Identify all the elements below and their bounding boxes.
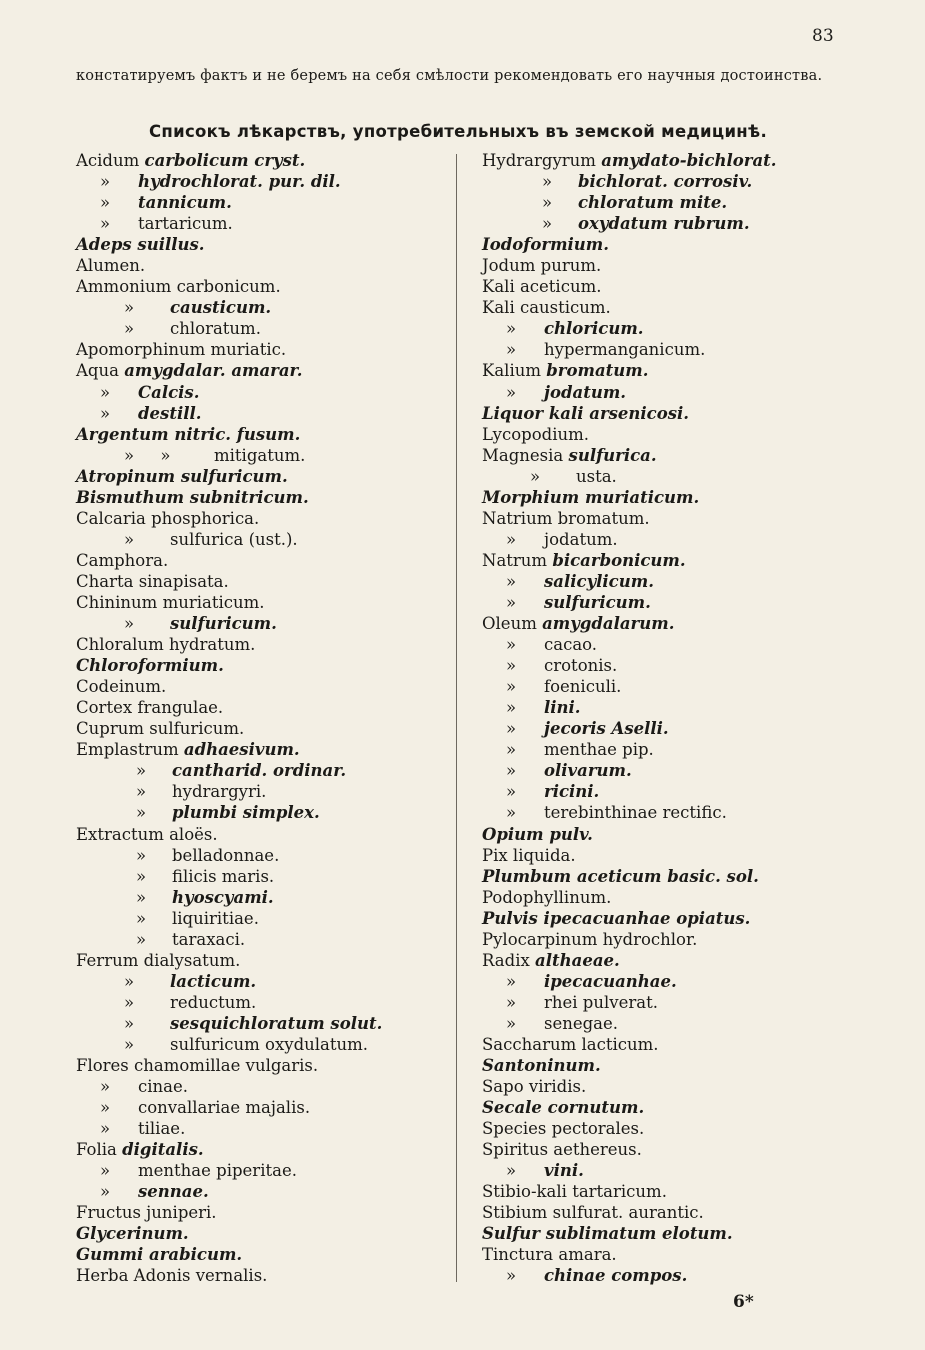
item-text-italic: chloratum mite. xyxy=(578,193,728,213)
ditto-mark: » xyxy=(124,992,135,1012)
item-text: Acidum xyxy=(76,151,140,170)
list-item xyxy=(482,466,852,487)
list-item xyxy=(76,487,451,508)
item-text: Emplastrum xyxy=(76,740,179,760)
list-item xyxy=(482,866,852,887)
ditto-mark: » xyxy=(506,782,517,802)
item-text: Extractum aloës. xyxy=(76,824,218,844)
list-item xyxy=(76,634,451,655)
list-item xyxy=(482,403,852,424)
item-text-italic: hydrochlorat. pur. dil. xyxy=(138,172,341,192)
item-text-italic: causticum. xyxy=(170,298,272,318)
ditto-mark: » xyxy=(542,172,553,192)
item-text: Aqua xyxy=(76,361,119,381)
item-text: Kali aceticum. xyxy=(482,277,602,297)
item-text-italic: sesquichloratum solut. xyxy=(170,1013,383,1033)
list-item xyxy=(76,171,451,192)
list-item xyxy=(482,1097,852,1118)
item-text: Chloralum hydratum. xyxy=(76,635,256,655)
list-item xyxy=(76,1118,451,1139)
list-item xyxy=(76,845,451,866)
ditto-mark: » xyxy=(506,971,517,991)
item-text: Pylocarpinum hydrochlor. xyxy=(482,929,698,949)
ditto-mark: » xyxy=(136,929,147,949)
list-item xyxy=(76,760,451,781)
list-item xyxy=(76,1097,451,1118)
item-text-italic: Iodoformium. xyxy=(482,235,609,255)
item-text: usta. xyxy=(576,466,617,486)
item-text: taraxaci. xyxy=(172,929,246,949)
list-item xyxy=(482,1160,852,1181)
list-item xyxy=(76,676,451,697)
item-text: Pix liquida. xyxy=(482,845,576,865)
list-item xyxy=(76,529,451,550)
list-item xyxy=(76,192,451,213)
item-text: belladonnae. xyxy=(172,845,280,865)
ditto-mark: » xyxy=(100,1077,111,1097)
list-item xyxy=(482,1013,852,1034)
item-text: Codeinum. xyxy=(76,677,167,697)
list-item xyxy=(482,824,852,845)
list-item xyxy=(76,1181,451,1202)
item-text-italic: Liquor kali arsenicosi. xyxy=(482,403,690,423)
item-text: Jodum purum. xyxy=(482,256,602,276)
item-text: tiliae. xyxy=(138,1119,186,1139)
list-item xyxy=(482,634,852,655)
list-item xyxy=(76,802,451,823)
list-item xyxy=(76,950,451,971)
item-text-italic: Opium pulv. xyxy=(482,824,593,844)
item-text: Saccharum lacticum. xyxy=(482,1034,659,1054)
list-item xyxy=(76,781,451,802)
ditto-mark: » xyxy=(136,845,147,865)
item-text: Chininum muriaticum. xyxy=(76,592,265,612)
item-text-italic: Calcis. xyxy=(138,382,200,402)
list-item xyxy=(76,613,451,634)
ditto-mark: » xyxy=(124,1034,135,1054)
item-text-italic: ricini. xyxy=(544,782,600,802)
list-item xyxy=(482,655,852,676)
list-item xyxy=(76,655,451,676)
ditto-mark: » xyxy=(100,1161,111,1181)
list-item xyxy=(76,992,451,1013)
list-item xyxy=(76,571,451,592)
list-item xyxy=(482,950,852,971)
item-text-italic: jodatum. xyxy=(544,382,627,402)
list-item xyxy=(482,234,852,255)
list-item xyxy=(482,718,852,739)
item-text: Folia xyxy=(76,1140,117,1160)
ditto-mark: » xyxy=(506,992,517,1012)
item-text: Natrum xyxy=(482,550,548,570)
ditto-mark: » xyxy=(136,866,147,886)
list-item xyxy=(482,908,852,929)
item-text: liquiritiae. xyxy=(172,908,259,928)
item-text-italic: vini. xyxy=(544,1161,584,1181)
list-item xyxy=(482,318,852,339)
list-item xyxy=(76,424,451,445)
item-text: crotonis. xyxy=(544,656,618,676)
ditto-mark: » xyxy=(506,761,517,781)
ditto-mark: » xyxy=(124,614,135,634)
item-text: Flores chamomillae vulgaris. xyxy=(76,1056,319,1076)
item-text-italic: Atropinum sulfuricum. xyxy=(76,466,288,486)
item-text-italic: hyoscyami. xyxy=(172,887,274,907)
list-item xyxy=(482,1244,852,1265)
list-item xyxy=(482,971,852,992)
ditto-mark: » xyxy=(136,887,147,907)
item-text: Cortex frangulae. xyxy=(76,698,224,718)
ditto-mark: » xyxy=(542,214,553,234)
list-item xyxy=(482,571,852,592)
list-item xyxy=(482,760,852,781)
ditto-mark: » xyxy=(542,193,553,213)
list-item xyxy=(482,297,852,318)
ditto-mark: » xyxy=(506,340,517,360)
item-text-italic: jecoris Aselli. xyxy=(544,719,669,739)
ditto-mark: » xyxy=(506,1161,517,1181)
list-item xyxy=(482,592,852,613)
ditto-mark: » xyxy=(124,319,135,339)
page-number: 83 xyxy=(812,26,834,46)
list-item xyxy=(76,1244,451,1265)
item-text: hydrargyri. xyxy=(172,782,267,802)
list-item xyxy=(76,360,451,381)
ditto-mark: » xyxy=(506,1013,517,1033)
item-text-italic: Argentum nitric. fusum. xyxy=(76,424,301,444)
list-item xyxy=(482,1034,852,1055)
list-item xyxy=(76,234,451,255)
list-item xyxy=(76,255,451,276)
list-item xyxy=(482,508,852,529)
item-text: Charta sinapisata. xyxy=(76,571,229,591)
list-item xyxy=(76,1160,451,1181)
item-text-italic: oxydatum rubrum. xyxy=(578,214,750,234)
ditto-mark: » xyxy=(506,529,517,549)
item-text: reductum. xyxy=(170,992,257,1012)
intro-paragraph: констатируемъ фактъ и не беремъ на себя смѣлости рекомендовать его научныя достоинства. xyxy=(76,68,823,84)
item-text-italic: Santoninum. xyxy=(482,1056,601,1076)
item-text-italic: Gummi arabicum. xyxy=(76,1245,243,1265)
ditto-mark: » xyxy=(506,656,517,676)
list-item xyxy=(76,866,451,887)
item-text-italic: Plumbum aceticum basic. sol. xyxy=(482,866,759,886)
item-text-italic: Secale cornutum. xyxy=(482,1098,645,1118)
item-text-italic: Glycerinum. xyxy=(76,1224,189,1244)
list-item xyxy=(482,339,852,360)
list-item xyxy=(482,213,852,234)
ditto-mark: » xyxy=(530,466,541,486)
list-item xyxy=(482,929,852,950)
item-text-italic: amygdalarum. xyxy=(542,614,675,634)
item-text: Apomorphinum muriatic. xyxy=(76,340,287,360)
list-item xyxy=(76,318,451,339)
list-item xyxy=(482,802,852,823)
item-text: convallariae majalis. xyxy=(138,1098,311,1118)
item-text-italic: bicarbonicum. xyxy=(552,550,686,570)
ditto-mark: » xyxy=(506,635,517,655)
item-text: chloratum. xyxy=(170,319,261,339)
list-item xyxy=(482,382,852,403)
item-text-italic: Sulfur sublimatum elotum. xyxy=(482,1224,733,1244)
medicine-list-right xyxy=(482,150,852,1287)
ditto-mark: » xyxy=(100,403,111,423)
item-text: mitigatum. xyxy=(214,445,306,465)
item-text-italic: sulfuricum. xyxy=(544,592,651,612)
list-item xyxy=(482,445,852,466)
item-text: jodatum. xyxy=(544,529,618,549)
list-item xyxy=(482,992,852,1013)
item-text-italic: lacticum. xyxy=(170,971,257,991)
item-text-italic: bromatum. xyxy=(546,361,649,381)
item-text: Natrium bromatum. xyxy=(482,508,650,528)
ditto-mark: » xyxy=(100,1098,111,1118)
list-item xyxy=(76,1013,451,1034)
ditto-mark: » xyxy=(506,677,517,697)
list-item xyxy=(482,739,852,760)
item-text: Stibio-kali tartaricum. xyxy=(482,1182,667,1202)
item-text-italic: sulfuricum. xyxy=(170,614,277,634)
ditto-mark: » xyxy=(506,698,517,718)
ditto-mark: » xyxy=(136,908,147,928)
list-item xyxy=(482,192,852,213)
ditto-mark: » xyxy=(100,172,111,192)
column-divider xyxy=(456,154,457,1282)
ditto-mark: » xyxy=(506,719,517,739)
ditto-mark: » xyxy=(136,782,147,802)
item-text-italic: sennae. xyxy=(138,1182,209,1202)
ditto-mark: » xyxy=(124,529,135,549)
item-text: Stibium sulfurat. aurantic. xyxy=(482,1203,704,1223)
list-item xyxy=(76,339,451,360)
item-text-italic: tannicum. xyxy=(138,193,232,213)
list-item xyxy=(76,739,451,760)
item-text: tartaricum. xyxy=(138,214,233,234)
list-item xyxy=(482,150,852,171)
item-text-italic: amydato-bichlorat. xyxy=(601,151,777,170)
list-item xyxy=(482,1055,852,1076)
list-item xyxy=(482,487,852,508)
list-item xyxy=(76,908,451,929)
item-text: Tinctura amara. xyxy=(482,1245,617,1265)
list-item xyxy=(76,403,451,424)
item-text-italic: ipecacuanhae. xyxy=(544,971,677,991)
ditto-mark: » xyxy=(506,592,517,612)
list-item xyxy=(482,276,852,297)
item-text: Camphora. xyxy=(76,550,169,570)
item-text: Ferrum dialysatum. xyxy=(76,950,241,970)
list-item xyxy=(482,171,852,192)
ditto-mark: » xyxy=(506,319,517,339)
item-text-italic: Pulvis ipecacuanhae opiatus. xyxy=(482,908,751,928)
list-item xyxy=(76,508,451,529)
item-text-italic: althaeae. xyxy=(535,950,620,970)
item-text-italic: Adeps suillus. xyxy=(76,235,205,255)
list-item xyxy=(482,845,852,866)
item-text: sulfuricum oxydulatum. xyxy=(170,1034,369,1054)
list-item xyxy=(76,550,451,571)
list-item xyxy=(482,697,852,718)
ditto-mark: » xyxy=(506,382,517,402)
list-item xyxy=(482,1118,852,1139)
ditto-mark: » xyxy=(506,803,517,823)
item-text: filicis maris. xyxy=(172,866,275,886)
item-text-italic: sulfurica. xyxy=(568,445,657,465)
list-item xyxy=(76,276,451,297)
item-text-italic: chinae compos. xyxy=(544,1266,688,1286)
list-item xyxy=(482,1076,852,1097)
ditto-mark: » xyxy=(136,803,147,823)
list-item xyxy=(76,213,451,234)
item-text: Alumen. xyxy=(76,256,146,276)
ditto-mark: » xyxy=(100,214,111,234)
list-item xyxy=(76,1034,451,1055)
item-text-italic: carbolicum cryst. xyxy=(144,151,306,170)
ditto-mark: » xyxy=(506,740,517,760)
list-item xyxy=(76,697,451,718)
list-item xyxy=(482,1139,852,1160)
item-text: Radix xyxy=(482,950,530,970)
signature-mark: 6* xyxy=(733,1292,754,1312)
list-item xyxy=(76,971,451,992)
item-text: Ammonium carbonicum. xyxy=(76,277,281,297)
ditto-mark: » xyxy=(506,1266,517,1286)
list-item xyxy=(482,1223,852,1244)
list-item xyxy=(482,887,852,908)
list-item xyxy=(76,445,451,466)
list-item xyxy=(76,929,451,950)
item-text: rhei pulverat. xyxy=(544,992,658,1012)
list-item xyxy=(76,150,451,171)
list-item xyxy=(76,1202,451,1223)
item-text: menthae pip. xyxy=(544,740,654,760)
item-text: Oleum xyxy=(482,614,537,634)
item-text-italic: plumbi simplex. xyxy=(172,803,320,823)
list-item xyxy=(76,466,451,487)
list-item xyxy=(482,676,852,697)
list-item xyxy=(482,1181,852,1202)
item-text-italic: salicylicum. xyxy=(544,571,654,591)
medicine-list-left xyxy=(76,150,451,1287)
list-item xyxy=(76,1076,451,1097)
list-item xyxy=(482,424,852,445)
item-text-italic: chloricum. xyxy=(544,319,644,339)
ditto-mark: » xyxy=(100,382,111,402)
item-text: Podophyllinum. xyxy=(482,887,612,907)
item-text: Kalium xyxy=(482,361,541,381)
list-item xyxy=(482,1202,852,1223)
item-text-italic: bichlorat. corrosiv. xyxy=(578,172,753,192)
item-text: Lycopodium. xyxy=(482,424,590,444)
item-text-italic: cantharid. ordinar. xyxy=(172,761,347,781)
list-item xyxy=(76,1265,451,1286)
list-item xyxy=(482,529,852,550)
item-text: sulfurica (ust.). xyxy=(170,529,298,549)
list-item xyxy=(76,1223,451,1244)
ditto-mark: » » xyxy=(124,445,171,465)
item-text: Magnesia xyxy=(482,445,564,465)
item-text: hypermanganicum. xyxy=(544,340,706,360)
item-text: Herba Adonis vernalis. xyxy=(76,1266,268,1286)
list-item xyxy=(76,382,451,403)
ditto-mark: » xyxy=(506,571,517,591)
list-item xyxy=(76,1139,451,1160)
item-text-italic: digitalis. xyxy=(122,1140,204,1160)
item-text-italic: amygdalar. amarar. xyxy=(124,361,303,381)
item-text-italic: Bismuthum subnitricum. xyxy=(76,487,309,507)
item-text: Cuprum sulfuricum. xyxy=(76,719,245,739)
item-text: cacao. xyxy=(544,635,598,655)
list-item xyxy=(76,297,451,318)
item-text: Species pectorales. xyxy=(482,1119,645,1139)
ditto-mark: » xyxy=(124,971,135,991)
ditto-mark: » xyxy=(100,1119,111,1139)
ditto-mark: » xyxy=(124,298,135,318)
list-item xyxy=(76,887,451,908)
item-text-italic: Morphium muriaticum. xyxy=(482,487,700,507)
item-text: Spiritus aethereus. xyxy=(482,1140,642,1160)
item-text-italic: lini. xyxy=(544,698,581,718)
item-text-italic: adhaesivum. xyxy=(183,740,300,760)
list-item xyxy=(76,718,451,739)
list-item xyxy=(482,360,852,381)
item-text: menthae piperitae. xyxy=(138,1161,297,1181)
list-item xyxy=(76,1055,451,1076)
item-text: Hydrargyrum xyxy=(482,151,596,170)
ditto-mark: » xyxy=(100,193,111,213)
item-text: Sapo viridis. xyxy=(482,1077,587,1097)
item-text-italic: olivarum. xyxy=(544,761,632,781)
list-item xyxy=(76,824,451,845)
item-text-italic: Chloroformium. xyxy=(76,656,224,676)
list-item xyxy=(482,1265,852,1286)
list-item xyxy=(482,550,852,571)
ditto-mark: » xyxy=(136,761,147,781)
ditto-mark: » xyxy=(100,1182,111,1202)
list-item xyxy=(482,613,852,634)
list-item xyxy=(76,592,451,613)
item-text-italic: destill. xyxy=(138,403,202,423)
list-heading: Списокъ лѣкарствъ, употребительныхъ въ земской медицинѣ. xyxy=(148,122,768,141)
item-text: Calcaria phosphorica. xyxy=(76,508,260,528)
list-item xyxy=(482,255,852,276)
item-text: Fructus juniperi. xyxy=(76,1203,217,1223)
list-item xyxy=(482,781,852,802)
ditto-mark: » xyxy=(124,1013,135,1033)
item-text: cinae. xyxy=(138,1077,188,1097)
item-text: terebinthinae rectific. xyxy=(544,803,727,823)
item-text: senegae. xyxy=(544,1013,619,1033)
item-text: Kali causticum. xyxy=(482,298,611,318)
item-text: foeniculi. xyxy=(544,677,622,697)
